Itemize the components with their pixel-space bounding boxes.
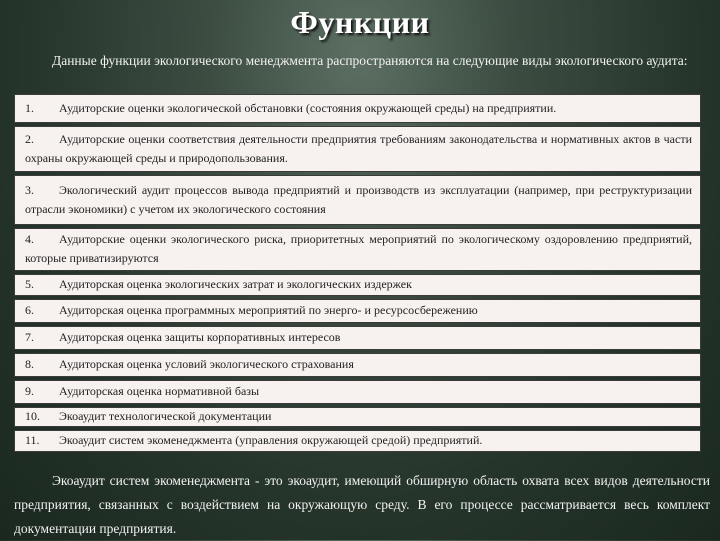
list-item: [14, 326, 701, 350]
list-item: [14, 380, 701, 404]
list-item: [14, 126, 701, 172]
item-text: Аудиторские оценки экологической обстановки (состояния окружающей среды) на предприятии.: [59, 100, 557, 115]
item-text: Аудиторские оценки экологического риска, приоритетных мероприятий по экологическому оздоровлению предприятий, которые приватизируются: [25, 232, 692, 265]
item-number: 8.: [25, 357, 34, 371]
item-text: Аудиторская оценка нормативной базы: [59, 384, 260, 398]
item-number: 6.: [25, 303, 34, 317]
list-item: [14, 430, 701, 452]
item-text: Аудиторская оценка программных мероприятий по энерго- и ресурсосбережению: [59, 303, 478, 317]
item-number: 5.: [25, 277, 34, 291]
item-number: 11.: [25, 433, 40, 447]
item-text: Аудиторская оценка защиты корпоративных интересов: [59, 330, 341, 344]
item-number: 1.: [25, 100, 34, 115]
summary-paragraph: Экоаудит систем экоменеджмента - это экоаудит, имеющий обширную область охвата всех видов деятельности предприятия, связанных с воздействием на окружающую среду. В его процессе рассматривается весь комплект документации предприятия.: [14, 473, 710, 536]
list-item: [14, 299, 701, 323]
list-item: [14, 407, 701, 427]
list-item: [14, 353, 701, 377]
audit-types-list: [14, 94, 701, 455]
item-text: Экоаудит систем экоменеджмента (управления окружающей средой) предприятий.: [59, 433, 483, 447]
item-text: Экологический аудит процессов вывода предприятий и производств из эксплуатации (например, при реструктуризации отрасли экономики) с учетом их экологического состояния: [25, 182, 692, 216]
intro-paragraph: Данные функции экологического менеджмента распространяются на следующие виды экологического аудита:: [52, 53, 688, 68]
item-number: 7.: [25, 330, 34, 344]
item-text: Аудиторская оценка условий экологического страхования: [59, 357, 354, 371]
list-item: [14, 175, 701, 225]
list-item: [14, 228, 701, 271]
item-number: 4.: [25, 232, 34, 246]
slide-title: Функции: [290, 4, 430, 40]
item-text: Экоаудит технологической документации: [59, 409, 272, 423]
item-number: 10.: [25, 409, 40, 423]
list-item: [14, 274, 701, 296]
item-number: 9.: [25, 384, 34, 398]
list-item: [14, 94, 701, 123]
item-number: 2.: [25, 131, 34, 146]
item-text: Аудиторские оценки соответствия деятельности предприятия требованиям законодательства и нормативных актов в части охраны окружающей среды и природопользования.: [25, 131, 692, 165]
item-text: Аудиторская оценка экологических затрат и экологических издержек: [59, 277, 412, 291]
item-number: 3.: [25, 182, 34, 197]
